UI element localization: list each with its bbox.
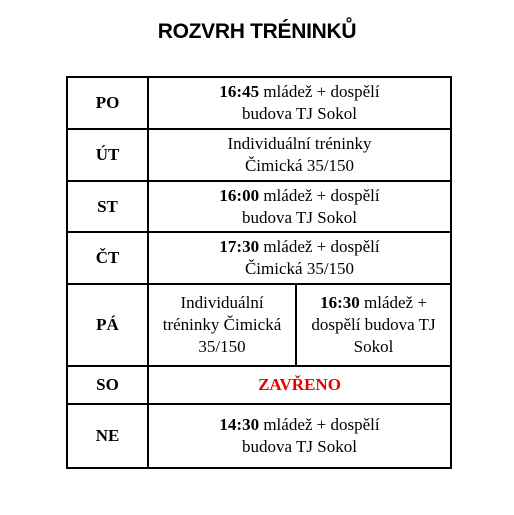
schedule-cell xyxy=(148,404,451,468)
time: 16:30 xyxy=(320,293,360,312)
location-text: Čimická 35/150 xyxy=(244,259,355,278)
location-text: Sokol xyxy=(353,337,394,356)
group-text: mládež + dospělí xyxy=(259,415,380,434)
location-text: dospělí budova TJ xyxy=(311,315,436,334)
location-text: budova TJ Sokol xyxy=(242,104,357,123)
group-text: mládež + dospělí xyxy=(259,185,380,205)
group-text: mládež + dospělí xyxy=(259,237,380,256)
schedule-row-so xyxy=(67,366,451,404)
schedule-title: ROZVRH TRÉNINKŮ xyxy=(157,20,357,43)
schedule-cell xyxy=(148,77,451,129)
day-label: PO xyxy=(67,77,148,129)
closed-label: ZAVŘENO xyxy=(148,366,451,404)
location-text: budova TJ Sokol xyxy=(242,207,357,227)
schedule-row-po xyxy=(67,77,451,129)
day-label: ST xyxy=(67,181,148,232)
location-text: Čimická 35/150 xyxy=(244,156,355,175)
location-text: budova TJ Sokol xyxy=(242,437,357,456)
day-label: SO xyxy=(67,366,148,404)
schedule-cell-left xyxy=(148,284,296,366)
group-text: tréninky Čimická xyxy=(162,315,282,334)
schedule-row-pa xyxy=(67,284,451,366)
time: 16:45 xyxy=(219,82,260,101)
schedule-row-ct xyxy=(67,232,451,284)
schedule-cell xyxy=(148,181,451,232)
day-label: PÁ xyxy=(67,284,148,366)
time: 14:30 xyxy=(219,415,260,434)
schedule-row-st xyxy=(67,181,451,232)
group-text: mládež + dospělí xyxy=(259,82,380,101)
schedule-table xyxy=(66,76,452,469)
schedule-cell xyxy=(148,232,451,284)
schedule-cell-right xyxy=(296,284,451,366)
time: 17:30 xyxy=(219,237,260,256)
day-label: ÚT xyxy=(67,129,148,181)
day-label: ČT xyxy=(67,232,148,284)
group-text: mládež + xyxy=(359,293,427,312)
time: 16:00 xyxy=(219,185,260,205)
group-text: Individuální tréninky xyxy=(227,134,372,153)
day-label: NE xyxy=(67,404,148,468)
group-text: Individuální xyxy=(180,293,264,312)
schedule-row-ut xyxy=(67,129,451,181)
schedule-row-ne xyxy=(67,404,451,468)
schedule-cell xyxy=(148,129,451,181)
location-text: 35/150 xyxy=(198,337,246,356)
